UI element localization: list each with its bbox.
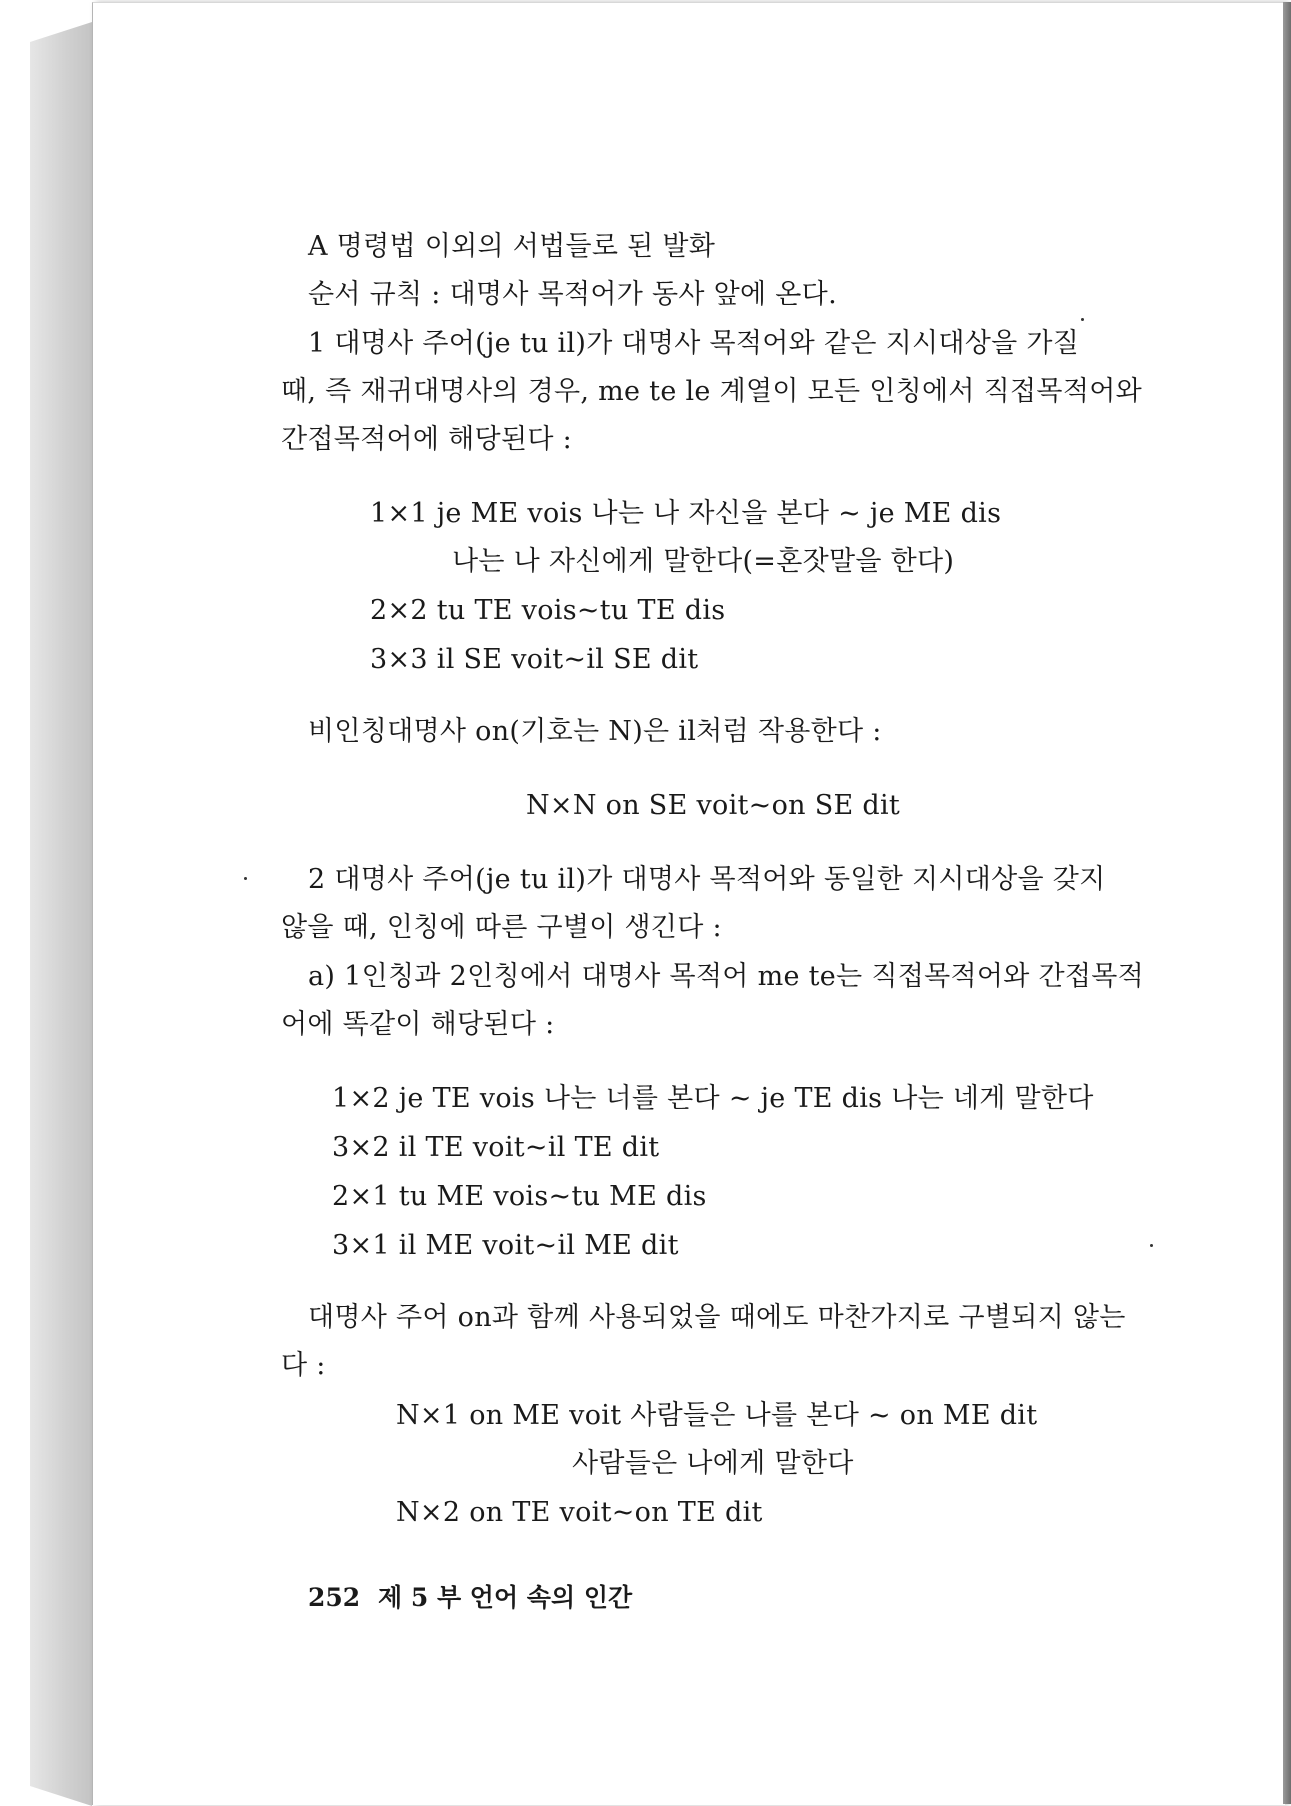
example-nxn: N×N on SE voit~on SE dit xyxy=(526,790,901,821)
example-2x1: 2×1 tu ME vois~tu ME dis xyxy=(332,1181,707,1212)
page-edge xyxy=(1283,2,1291,1804)
example-1x1-gloss: 나는 나 자신에게 말한다(=혼잣말을 한다) xyxy=(452,546,955,577)
example-nx1: N×1 on ME voit 사람들은 나를 본다 ~ on ME dit xyxy=(396,1400,1038,1431)
para1-line3: 간접목적어에 해당된다 : xyxy=(281,424,572,455)
example-2x2: 2×2 tu TE vois~tu TE dis xyxy=(370,595,726,626)
speck xyxy=(1150,1244,1153,1247)
para3-line1: 대명사 주어 on과 함께 사용되었을 때에도 마찬가지로 구별되지 않는 xyxy=(308,1302,1126,1333)
para3-line2: 다 : xyxy=(281,1350,326,1381)
speck xyxy=(244,877,247,880)
para2-line1: 2 대명사 주어(je tu il)가 대명사 목적어와 동일한 지시대상을 갖지 xyxy=(308,864,1106,895)
order-rule: 순서 규칙 : 대명사 목적어가 동사 앞에 온다. xyxy=(308,279,837,310)
example-3x3: 3×3 il SE voit~il SE dit xyxy=(370,644,699,675)
example-3x2: 3×2 il TE voit~il TE dit xyxy=(332,1132,660,1163)
example-1x1: 1×1 je ME vois 나는 나 자신을 본다 ~ je ME dis xyxy=(370,498,1002,529)
para1-line2: 때, 즉 재귀대명사의 경우, me te le 계열이 모든 인칭에서 직접목적어와 xyxy=(281,376,1142,407)
book-page xyxy=(92,2,1285,1805)
example-3x1: 3×1 il ME voit~il ME dit xyxy=(332,1230,679,1261)
running-footer: 제 5 부 언어 속의 인간 xyxy=(378,1583,633,1612)
para2-line2: 않을 때, 인칭에 따른 구별이 생긴다 : xyxy=(281,912,722,943)
para1-line1: 1 대명사 주어(je tu il)가 대명사 목적어와 같은 지시대상을 가질 xyxy=(308,328,1080,359)
example-nx2: N×2 on TE voit~on TE dit xyxy=(396,1497,763,1528)
para2-line3: a) 1인칭과 2인칭에서 대명사 목적어 me te는 직접목적어와 간접목적 xyxy=(308,961,1145,992)
para2-line4: 어에 똑같이 해당된다 : xyxy=(281,1009,555,1040)
heading-a: A 명령법 이외의 서법들로 된 발화 xyxy=(308,231,716,262)
impersonal-on: 비인칭대명사 on(기호는 N)은 il처럼 작용한다 : xyxy=(308,716,882,747)
example-1x2: 1×2 je TE vois 나는 너를 본다 ~ je TE dis 나는 네게 말한다 xyxy=(332,1083,1094,1114)
page-number: 252 xyxy=(308,1583,361,1612)
book-spine xyxy=(30,22,92,1806)
speck xyxy=(1081,318,1084,321)
example-nx1-gloss: 사람들은 나에게 말한다 xyxy=(572,1448,854,1479)
